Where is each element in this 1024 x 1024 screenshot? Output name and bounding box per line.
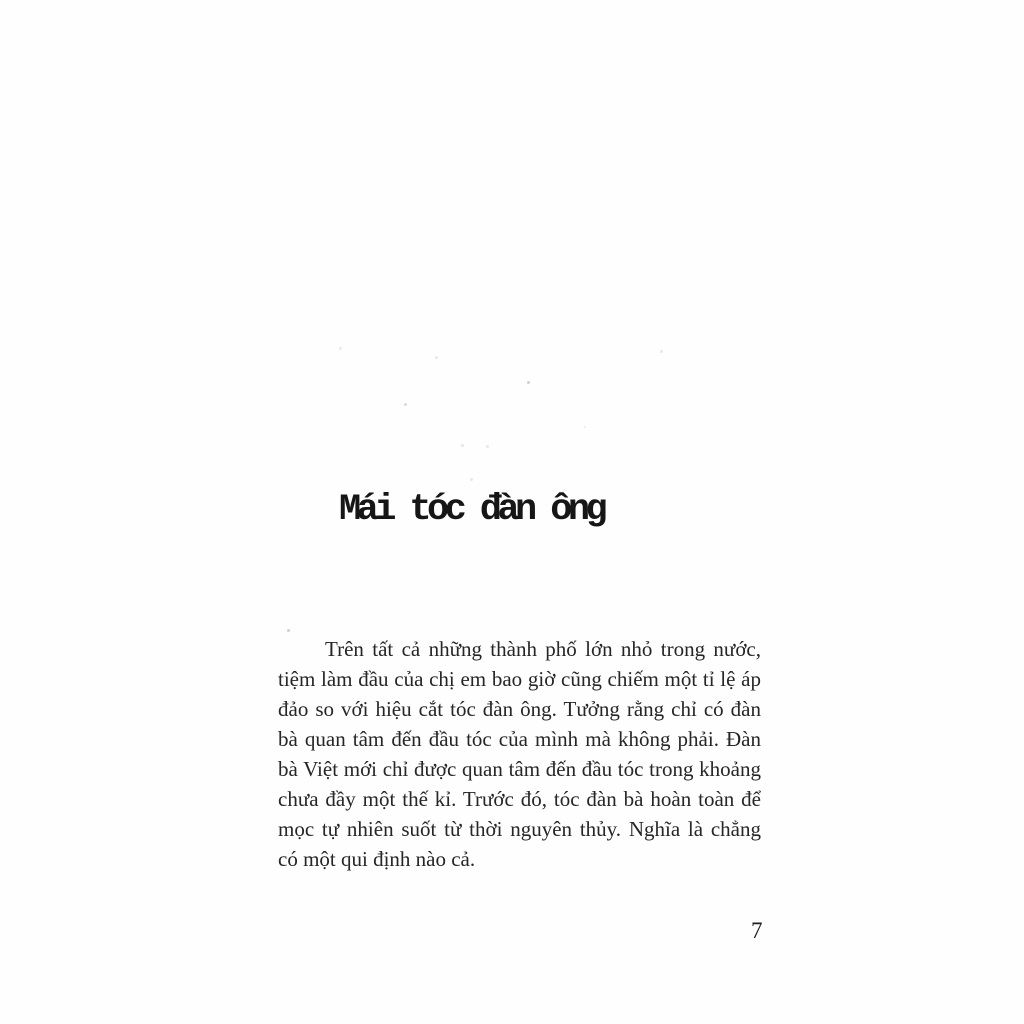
scan-speckle xyxy=(527,381,530,384)
page-number: 7 xyxy=(751,918,763,943)
body-line: chưa đầy một thế kỉ. Trước đó, tóc đàn bà hoàn toàn để xyxy=(278,787,761,811)
body-line: bà Việt mới chỉ được quan tâm đến đầu tóc trong khoảng xyxy=(278,757,761,781)
body-line: tiệm làm đầu của chị em bao giờ cũng chiếm một tỉ lệ áp xyxy=(278,667,761,691)
scan-speckle xyxy=(461,444,464,447)
scan-speckle xyxy=(339,347,342,350)
body-line: bà quan tâm đến đầu tóc của mình mà không phải. Đàn xyxy=(278,727,761,751)
scan-speckle xyxy=(660,350,663,353)
body-line: đảo so với hiệu cắt tóc đàn ông. Tưởng rằng chỉ có đàn xyxy=(278,697,761,721)
chapter-title: Mái tóc đàn ông xyxy=(339,489,604,531)
scan-speckle xyxy=(486,445,489,448)
scan-speckle xyxy=(287,629,290,632)
scan-speckle xyxy=(584,426,586,428)
scan-speckle xyxy=(404,403,407,406)
scan-speckle xyxy=(470,478,473,481)
paragraph xyxy=(278,634,761,874)
body-line: mọc tự nhiên suốt từ thời nguyên thủy. Nghĩa là chẳng xyxy=(278,817,761,841)
body-line: có một qui định nào cả. xyxy=(278,847,476,871)
scan-speckle xyxy=(435,356,438,359)
body-line: Trên tất cả những thành phố lớn nhỏ trong nước, xyxy=(325,637,761,661)
